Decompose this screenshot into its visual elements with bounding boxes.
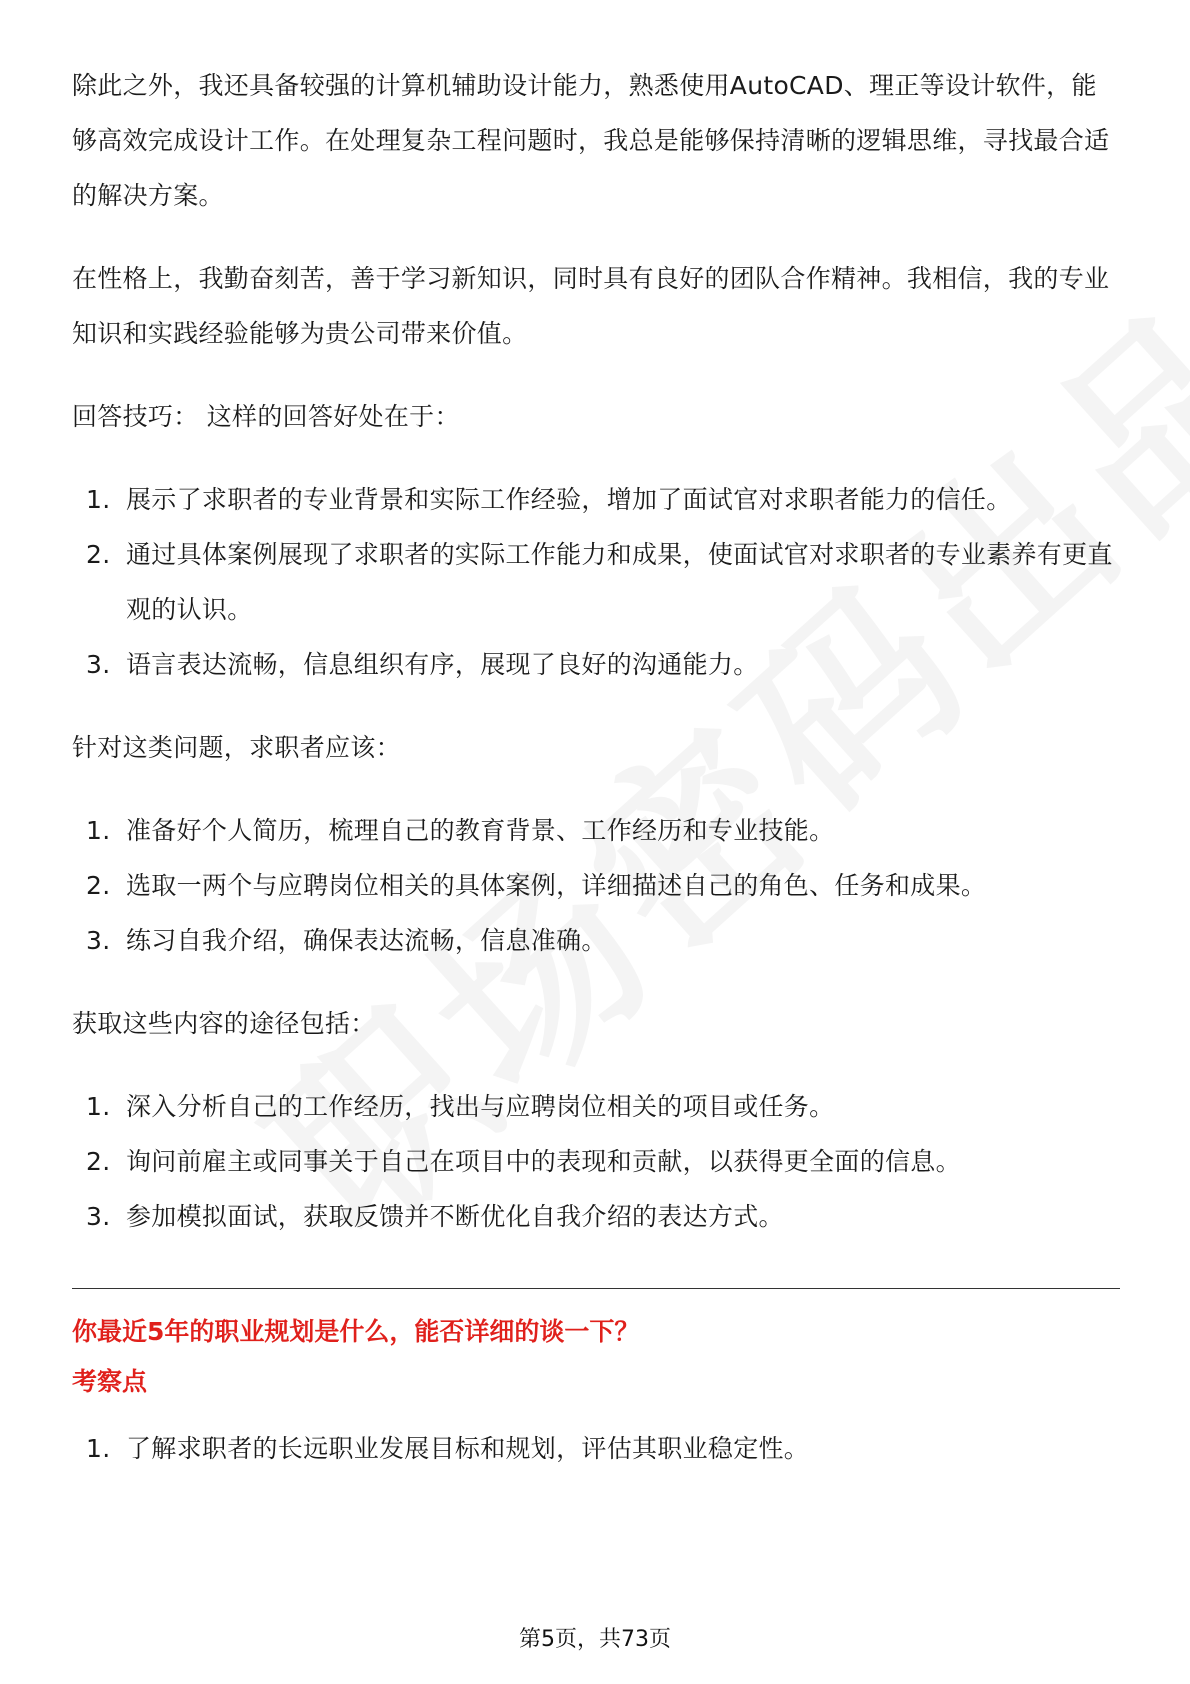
list-item: 3. 语言表达流畅，信息组织有序，展现了良好的沟通能力。 bbox=[86, 650, 759, 679]
list-item: 3. 练习自我介绍，确保表达流畅，信息准确。 bbox=[86, 926, 607, 955]
list-item: 2. 选取一两个与应聘岗位相关的具体案例，详细描述自己的角色、任务和成果。 bbox=[86, 871, 987, 900]
page-content bbox=[72, 58, 1120, 1476]
paragraph-cad-skills: 除此之外，我还具备较强的计算机辅助设计能力，熟悉使用AutoCAD、理正等设计软件，能够高效完成设计工作。在处理复杂工程问题时，我总是能够保持清晰的逻辑思维，寻找最合适的解决方案。 bbox=[72, 71, 1110, 210]
assessment-points-heading: 考察点 bbox=[72, 1367, 148, 1396]
list-item: 3. 参加模拟面试，获取反馈并不断优化自我介绍的表达方式。 bbox=[86, 1202, 784, 1231]
list-item: 1. 了解求职者的长远职业发展目标和规划，评估其职业稳定性。 bbox=[86, 1434, 810, 1463]
section-divider bbox=[72, 1288, 1120, 1289]
list-item: 1. 展示了求职者的专业背景和实际工作经验，增加了面试官对求职者能力的信任。 bbox=[86, 485, 1012, 514]
list-ways bbox=[72, 1079, 1120, 1244]
list-answer-benefits bbox=[72, 472, 1120, 692]
paragraph-ways: 获取这些内容的途径包括： bbox=[72, 1009, 376, 1038]
paragraph-candidate-should: 针对这类问题，求职者应该： bbox=[72, 733, 401, 762]
page-footer: 第5页，共73页 bbox=[519, 1627, 671, 1652]
question-heading: 你最近5年的职业规划是什么，能否详细的谈一下？ bbox=[72, 1317, 640, 1346]
list-assessment-points bbox=[72, 1421, 1120, 1476]
list-item: 1. 深入分析自己的工作经历，找出与应聘岗位相关的项目或任务。 bbox=[86, 1092, 835, 1121]
list-candidate-actions bbox=[72, 803, 1120, 968]
paragraph-personality: 在性格上，我勤奋刻苦，善于学习新知识，同时具有良好的团队合作精神。我相信，我的专业知识和实践经验能够为贵公司带来价值。 bbox=[72, 264, 1110, 348]
paragraph-answer-tips: 回答技巧： 这样的回答好处在于： bbox=[72, 402, 460, 431]
list-item: 2. 询问前雇主或同事关于自己在项目中的表现和贡献，以获得更全面的信息。 bbox=[86, 1147, 961, 1176]
list-item: 2. 通过具体案例展现了求职者的实际工作能力和成果，使面试官对求职者的专业素养有更直观的认识。 bbox=[86, 540, 1113, 624]
list-item: 1. 准备好个人简历，梳理自己的教育背景、工作经历和专业技能。 bbox=[86, 816, 835, 845]
